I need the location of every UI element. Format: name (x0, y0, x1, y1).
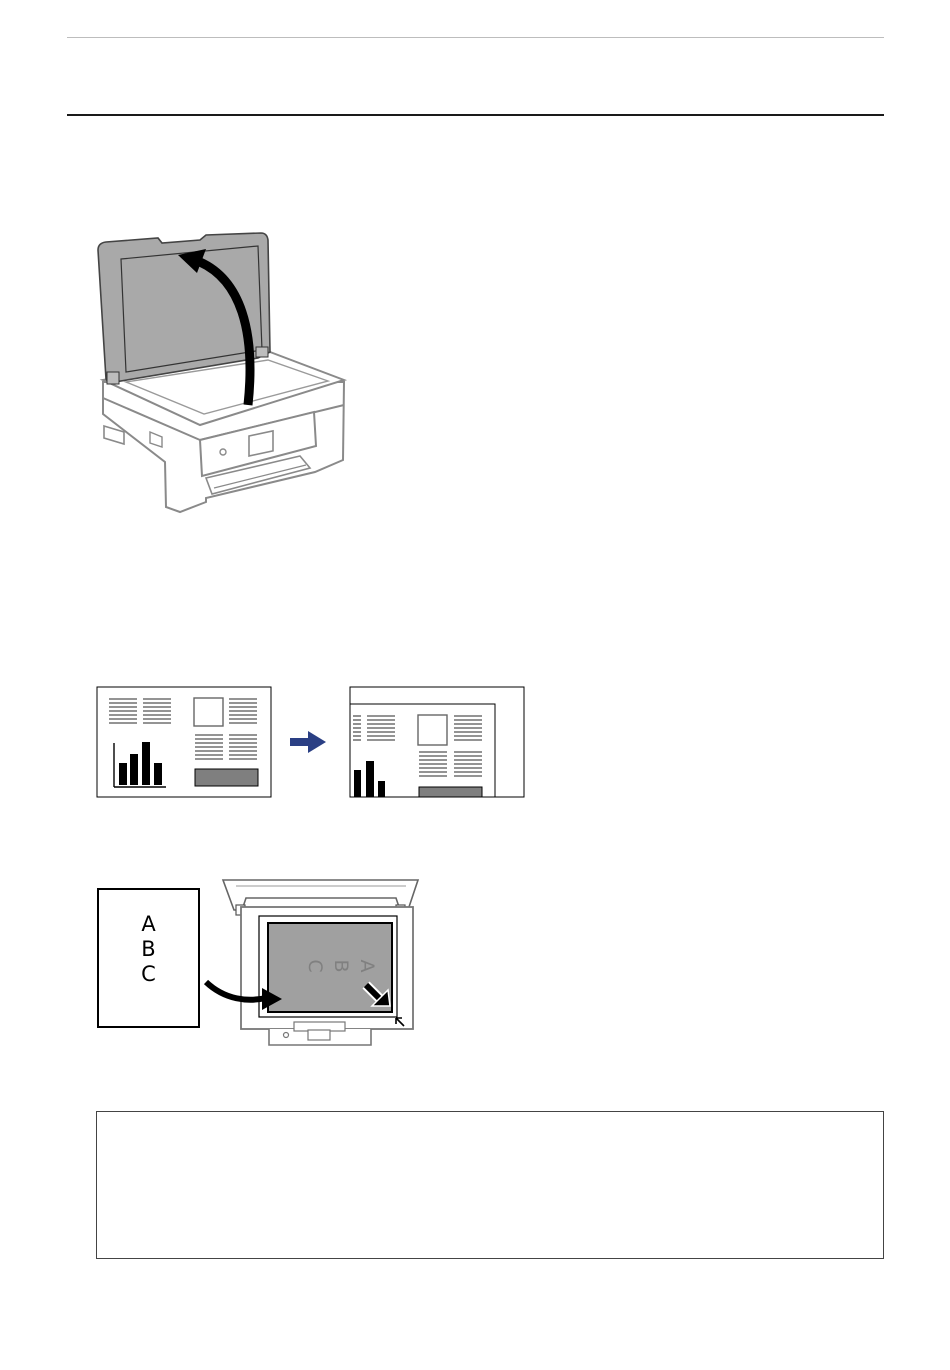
original-document (97, 888, 200, 1028)
glass-letter: A (356, 959, 378, 973)
section-rule (67, 114, 884, 116)
glass-letter: B (330, 959, 352, 973)
edge-cropping-icon (96, 686, 526, 799)
original-letter: B (141, 937, 156, 961)
place-original-icon (200, 878, 422, 1048)
original-letter: C (141, 962, 156, 986)
original-letter: A (141, 912, 156, 936)
note-box (96, 1111, 884, 1259)
glass-letter: C (304, 959, 326, 973)
scanner-lid-open-icon (96, 230, 348, 514)
header-rule (67, 37, 884, 38)
